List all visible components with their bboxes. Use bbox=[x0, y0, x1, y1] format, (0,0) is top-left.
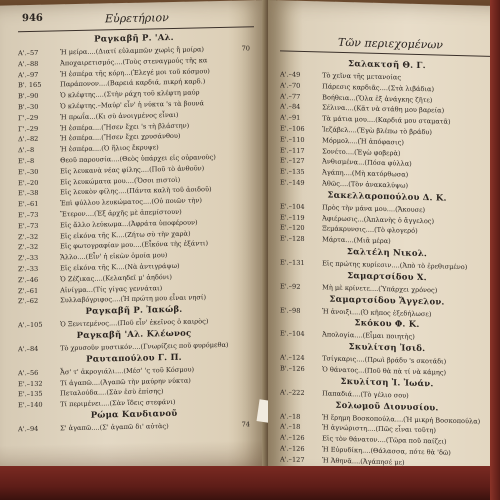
entry-volume-page: Α'.–91 bbox=[280, 113, 301, 123]
entry-title: Ἀγάπη....(Μὴ κατόρθωσα) bbox=[320, 168, 409, 179]
entry-title: Τὸ χεῖνα τῆς μετανοίας bbox=[320, 71, 402, 82]
entry-volume-page: Β'. 165 bbox=[18, 81, 42, 90]
entry-volume-page: Ζ'.–33 bbox=[18, 253, 39, 263]
entry-title: Ἆσ' τ' ἀκρογιάλι....(Μέσ' 'ς τοῦ Κόσμου) bbox=[58, 365, 195, 377]
entry-volume-page: Ζ'.–32 bbox=[18, 243, 39, 252]
entry-volume-page: Ε'.–61 bbox=[18, 199, 39, 209]
entry-title: Ἡ ἀνοιξι....(Ὁ κῆπος ἐξεδήλωσε) bbox=[320, 306, 432, 318]
page-number: 946 bbox=[22, 12, 43, 25]
left-running-head: Εὑρετήριον bbox=[105, 11, 169, 26]
entry-volume-page: Β'.–126 bbox=[280, 364, 305, 373]
author-heading: Ραγκαβῆ Ρ. Ἰακώβ. bbox=[85, 304, 183, 317]
entry-volume-page: Α'.–18 bbox=[280, 422, 301, 432]
entry-volume-page: Ε'.–73 bbox=[18, 210, 39, 220]
entry-title: Ἡ ἑσπέρα....(Ἤσεν ἔχει χρυσάνθου) bbox=[58, 132, 181, 143]
entry-title: Ὁ Ξενιτεμένος....(Ποῦ εἶν' ἐκεῖνος ὁ καιρὸς) bbox=[58, 317, 209, 329]
entry-volume-page: Α'.–18 bbox=[280, 411, 301, 421]
entry-volume-page: Α'.–84 bbox=[280, 102, 301, 112]
entry-volume-page: Ε'.–131 bbox=[280, 258, 305, 267]
entry-volume-page: Ε'.–127 bbox=[280, 156, 305, 166]
entry-volume-page: Ε'.–135 bbox=[280, 167, 305, 177]
entry-title: Βοήθεια...(Ὅλα ἐξ ἀνάγκης ζῆτε) bbox=[320, 92, 433, 104]
entry-title: Ξεμάκρυνσις....(Τὸ φλογερό) bbox=[320, 224, 418, 236]
author-heading: Σαλακτσῆ Θ. Γ. bbox=[348, 59, 426, 72]
entry-volume-page: Δ'.–8 bbox=[18, 146, 35, 155]
entry-volume-page: Α'.–88 bbox=[18, 59, 39, 69]
entry-title: Μάρτα....(Μιᾶ μέρα) bbox=[320, 235, 391, 246]
entry-title: Ἡ Ἀθηνᾶ....(Ἀγάπησέ με) bbox=[320, 456, 405, 467]
entry-title: Μὴ μὲ κρίνετε....(Ὑπάρχει χρόνος) bbox=[320, 283, 438, 295]
entry-volume-page: Ε'.–110 bbox=[280, 135, 305, 144]
entry-volume-page: Ε'.–135 bbox=[18, 390, 43, 399]
entry-volume-page: Α'.–105 bbox=[18, 320, 43, 330]
entry-volume-page: Ε'.–132 bbox=[18, 379, 43, 388]
entry-volume-page: Ζ'.–62 bbox=[18, 297, 39, 306]
entry-volume-page: Α'.–126 bbox=[280, 433, 305, 443]
entry-volume-page: Α'.–222 bbox=[280, 388, 305, 397]
entry-title: Συλλαβόγριφος....(Ἡ πρώτη μου εἶναι νησί) bbox=[58, 293, 207, 305]
entry-volume-page: Α'.–56 bbox=[18, 368, 39, 377]
author-heading: Σολωμοῦ Διονυσίου. bbox=[335, 400, 439, 413]
entry-title: Εἰς εἰκόνα τῆς Κ....(Ζήτω σὺ τὴν χαρὰ) bbox=[58, 229, 191, 240]
author-heading: Σκυλίτση Ἰσιδ. bbox=[348, 342, 426, 355]
entry-volume-page: Α'.–70 bbox=[280, 81, 301, 90]
entry-title: Τσίγκαρις....(Πρωὶ βράδυ 's σκοτάδι) bbox=[320, 354, 447, 366]
entry-volume-page: Ε'.–92 bbox=[280, 282, 301, 291]
entry-title: Ἡ Εὐρυδίκη....(Θάλασσα, πότε θὰ 'δῶ) bbox=[320, 445, 451, 457]
entry-volume-page: Ζ'.–46 bbox=[18, 275, 39, 284]
entry-title: Ὁ κλέφτης.–Μαύρ' εἶν' ἡ νύκτα 's τὰ βουνά bbox=[58, 99, 204, 111]
entry-title: Ἡ ἑσπέρα....(Ἤσεν ἔχει 's τὴ βλάστην) bbox=[58, 121, 190, 132]
entry-title: Ἀποχαιρετισμός....(Τοὺς στεναγμούς τῆς κα bbox=[58, 56, 208, 68]
entry-title: Πάρεσις καρδιᾶς....(Στὰ λιβάδια) bbox=[320, 82, 435, 94]
entry-title: Τὸ χρυσοῦν μυστικόν....(Γνωρίζεις ποῦ φυρόμεθα) bbox=[58, 340, 229, 353]
entry-page-ref: 74 bbox=[241, 420, 250, 429]
author-heading: Σαμαρτσίδου Χ. bbox=[347, 270, 427, 283]
entry-volume-page: Α'.–84 bbox=[18, 344, 39, 354]
entry-title: Ἀπολογία....(Εἶμαι ποιητὴς) bbox=[320, 330, 415, 342]
entry-title: Εἰς πρώτης κυρίεσιν....(Ἀπὸ τὸ ἐρεθισμένο) bbox=[320, 259, 468, 272]
entry-volume-page: Ε'.–104 bbox=[280, 329, 305, 339]
left-index-entries bbox=[18, 30, 250, 435]
entry-volume-page: Ζ'.–33 bbox=[18, 264, 39, 274]
entry-volume-page: Α'.–49 bbox=[280, 70, 301, 79]
author-heading: Σαμαρτσίδου Ἄγγελον. bbox=[329, 294, 445, 308]
entry-title: Ἰεζάβελ....(Ἐγὼ βλέπω τὸ βράδυ) bbox=[320, 125, 432, 137]
entry-title: Ἡ ἔρημη Βοσκοπούλα....(Ἡ μικρή Βοσκοπούλα) bbox=[320, 412, 481, 426]
entry-volume-page: Ε'.–30 bbox=[18, 167, 39, 177]
right-index-entries bbox=[280, 56, 494, 484]
entry-title: Ὁ θάνατος...(Ποῦ θὰ πὰ τί νὰ κάμης) bbox=[320, 365, 447, 377]
entry-volume-page: Ε'.–104 bbox=[280, 202, 305, 211]
author-heading: Ραγκαβῆ Ρ. 'Αλ. bbox=[94, 32, 174, 45]
entry-volume-page: Ζ'.–61 bbox=[18, 286, 39, 295]
entry-title: Πεταλούδα....(Σὰν ἐσὺ ἐπίσης) bbox=[58, 387, 164, 398]
entry-title: Ἀφιέρωσις...(Ἀπλανὴς ὁ ἄγγελος) bbox=[320, 213, 435, 225]
entry-title: Ἔτερον....(Ἐξ ἀρχῆς μὲ ἀπεμίστουν) bbox=[58, 207, 182, 219]
entry-volume-page: Ε'.–106 bbox=[280, 124, 305, 133]
entry-volume-page: Ε'.–73 bbox=[18, 221, 39, 230]
entry-volume-page: Α'.–126 bbox=[280, 444, 305, 453]
entry-title: Τί περιμένει....(Σὰν ἴδεις στεφάνι) bbox=[58, 398, 176, 409]
author-heading: Σκόκου Φ. Κ. bbox=[354, 318, 420, 331]
entry-volume-page: Γ'.–29 bbox=[18, 113, 39, 123]
entry-title: Ὁ κλέφτης....(Στὴν ράχη τοῦ κλέφτη μαύρ bbox=[58, 88, 200, 100]
entry-title: Ἡ ἑσπέρα....(Ὁ ἥλιος ἔκρυψε) bbox=[58, 143, 159, 154]
entry-volume-page: Β'.–30 bbox=[18, 102, 39, 112]
entry-volume-page: Α'.–77 bbox=[280, 91, 301, 101]
entry-volume-page: Α'.–127 bbox=[280, 455, 305, 464]
entry-title: Παράπονον....(Βαρειά καρδιά, πικρή καρδ.) bbox=[58, 77, 206, 89]
entry-volume-page: Ε'.–20 bbox=[18, 178, 39, 187]
entry-title: Εἰς ἄλλο λεύκωμα...(Ἀφράτα ὑποφέρουν) bbox=[58, 218, 198, 230]
entry-title: Ἀθῶς....(Τὸν ἀνακαλύψω) bbox=[320, 179, 409, 190]
author-heading: Ραυταπούλου Γ. Π. bbox=[86, 352, 182, 365]
entry-title: Εἰς λευκὸν φίλης....(Πάντα καλὴ τοῦ ἀοιδοῦ) bbox=[58, 185, 212, 197]
entry-volume-page: Ζ'.–32 bbox=[18, 232, 39, 241]
entry-volume-page: Ε'.–98 bbox=[280, 305, 301, 315]
entry-title: Πρὸς τὴν μάνα μου....(Ἄκουσε) bbox=[320, 203, 426, 214]
entry-title: Ὁ Ζέζικας....(Κελαηδεῖ μ' ἀηδόνι) bbox=[58, 272, 172, 284]
entry-title: Σ' ἀγαπῶ....(Σ' ἀγαπῶ δι' αὐτὰς) bbox=[58, 421, 169, 433]
entry-volume-page: Α'.–124 bbox=[280, 353, 305, 363]
entry-volume-page: Ε'.–117 bbox=[280, 145, 305, 155]
entry-volume-page: Ε'.–38 bbox=[18, 189, 39, 198]
book-cover-right bbox=[490, 0, 500, 500]
entry-title: Ἡ μείρα....(Διατί εὐλαμπῶν χωρὶς ἢ μοίρα) bbox=[58, 45, 205, 57]
entry-title: Θεοῦ παρουσία....(Θεὸς ὑπάρχει εἰς οὐρανοὺς) bbox=[58, 153, 216, 165]
entry-volume-page: Α'.–57 bbox=[18, 48, 39, 58]
entry-volume-page: Ε'.–8 bbox=[18, 156, 35, 166]
entry-volume-page: Β'.–90 bbox=[18, 91, 39, 101]
author-heading: Ρώμα Κανδιανοῦ bbox=[90, 408, 178, 421]
entry-title: Σονέτο....(Ἐγὼ φοβερὰ) bbox=[320, 146, 401, 158]
right-header-rule bbox=[280, 50, 490, 56]
entry-title: Ἡ πρωΐα...(Κι σὺ ἀνοιγμένος εἶναι) bbox=[58, 110, 179, 122]
entry-page-ref: 70 bbox=[241, 44, 250, 53]
entry-volume-page: Ε'.–149 bbox=[280, 178, 305, 187]
book-cover-bottom bbox=[0, 466, 500, 500]
right-running-head: Τῶν περιεχομένων bbox=[338, 35, 443, 52]
entry-title: Εἰς τὸν θάνατον....(Τῶρα ποῦ παίζει) bbox=[320, 434, 447, 446]
entry-title: Εἰς φωτογραφίαν μου....(Εἶκόνα τὴς ἐξάντι) bbox=[58, 239, 209, 251]
entry-volume-page: Ε'.–120 bbox=[280, 223, 305, 233]
entry-volume-page: Δ'.–82 bbox=[18, 135, 39, 144]
author-heading: Σακελλαροπούλου Δ. Κ. bbox=[327, 190, 447, 204]
entry-volume-page: Ε'.–128 bbox=[280, 234, 305, 244]
entry-volume-page: Α'.–94 bbox=[18, 424, 39, 434]
entry-title: Ἐπὶ φύλλου λευκώματος....(Οὐ ποιῶν τὴν) bbox=[58, 196, 202, 208]
author-heading: Σκυλίτση Ἰ. Ἰωάν. bbox=[340, 376, 434, 390]
entry-title: Σέλινα....(Κᾶτ νὰ στάθη μου βαρεία) bbox=[320, 103, 445, 116]
entry-title: Εἰς λευκανὰ νέας φίλης....(Ποῦ τὸ ἀνθοῦν) bbox=[58, 164, 205, 176]
author-heading: Ραγκαβῆ 'Αλ. Κλέωνος bbox=[76, 328, 192, 341]
entry-title: Ἀνθισμένα...(Πόσα φύλλα) bbox=[320, 157, 412, 169]
entry-title: Ἄλλο....(Εἶν' ἡ εἰκὼν ὁμοία μου) bbox=[58, 251, 168, 262]
entry-title: Μόρμολ....(Ἡ ἀπόφασις) bbox=[320, 136, 404, 147]
entry-title: Εἰς λευκώματα μου....(Ὅσοι πιστοὶ) bbox=[58, 175, 181, 186]
entry-title: Ἡ ἀγνώριστη....(Πῶς εἶναι τοῦτη) bbox=[320, 423, 436, 435]
entry-title: Τὰ μάτια μου....(Καρδιά μου σταματᾶ) bbox=[320, 114, 451, 126]
entry-volume-page: Ε'.–140 bbox=[18, 400, 43, 410]
entry-title: Ἡ ἐσπέρα τῆς κόρη...(Ἐλεγέ μοι τοῦ κόσμου) bbox=[58, 66, 210, 78]
right-page bbox=[268, 0, 500, 484]
entry-title: Εἰς εἰκόνα τῆς Κ....(Νὰ ἀντιγράψω) bbox=[58, 261, 180, 273]
entry-volume-page: Ε'.–119 bbox=[280, 212, 305, 222]
entry-title: Αἰνίγμα...(Τίς γίγας γεννάται) bbox=[58, 283, 163, 294]
entry-title: Τί ἀγαπῶ....(Ἀγαπῶ τὴν μαύρην νύκτα) bbox=[58, 376, 191, 387]
entry-volume-page: Α'.–97 bbox=[18, 70, 39, 79]
author-heading: Σαλτέλη Νικολ. bbox=[346, 247, 428, 260]
entry-volume-page: Γ'.–29 bbox=[18, 124, 39, 133]
entry-title: Παπαδιά....(Τὸ γέλιο σου) bbox=[320, 389, 409, 400]
